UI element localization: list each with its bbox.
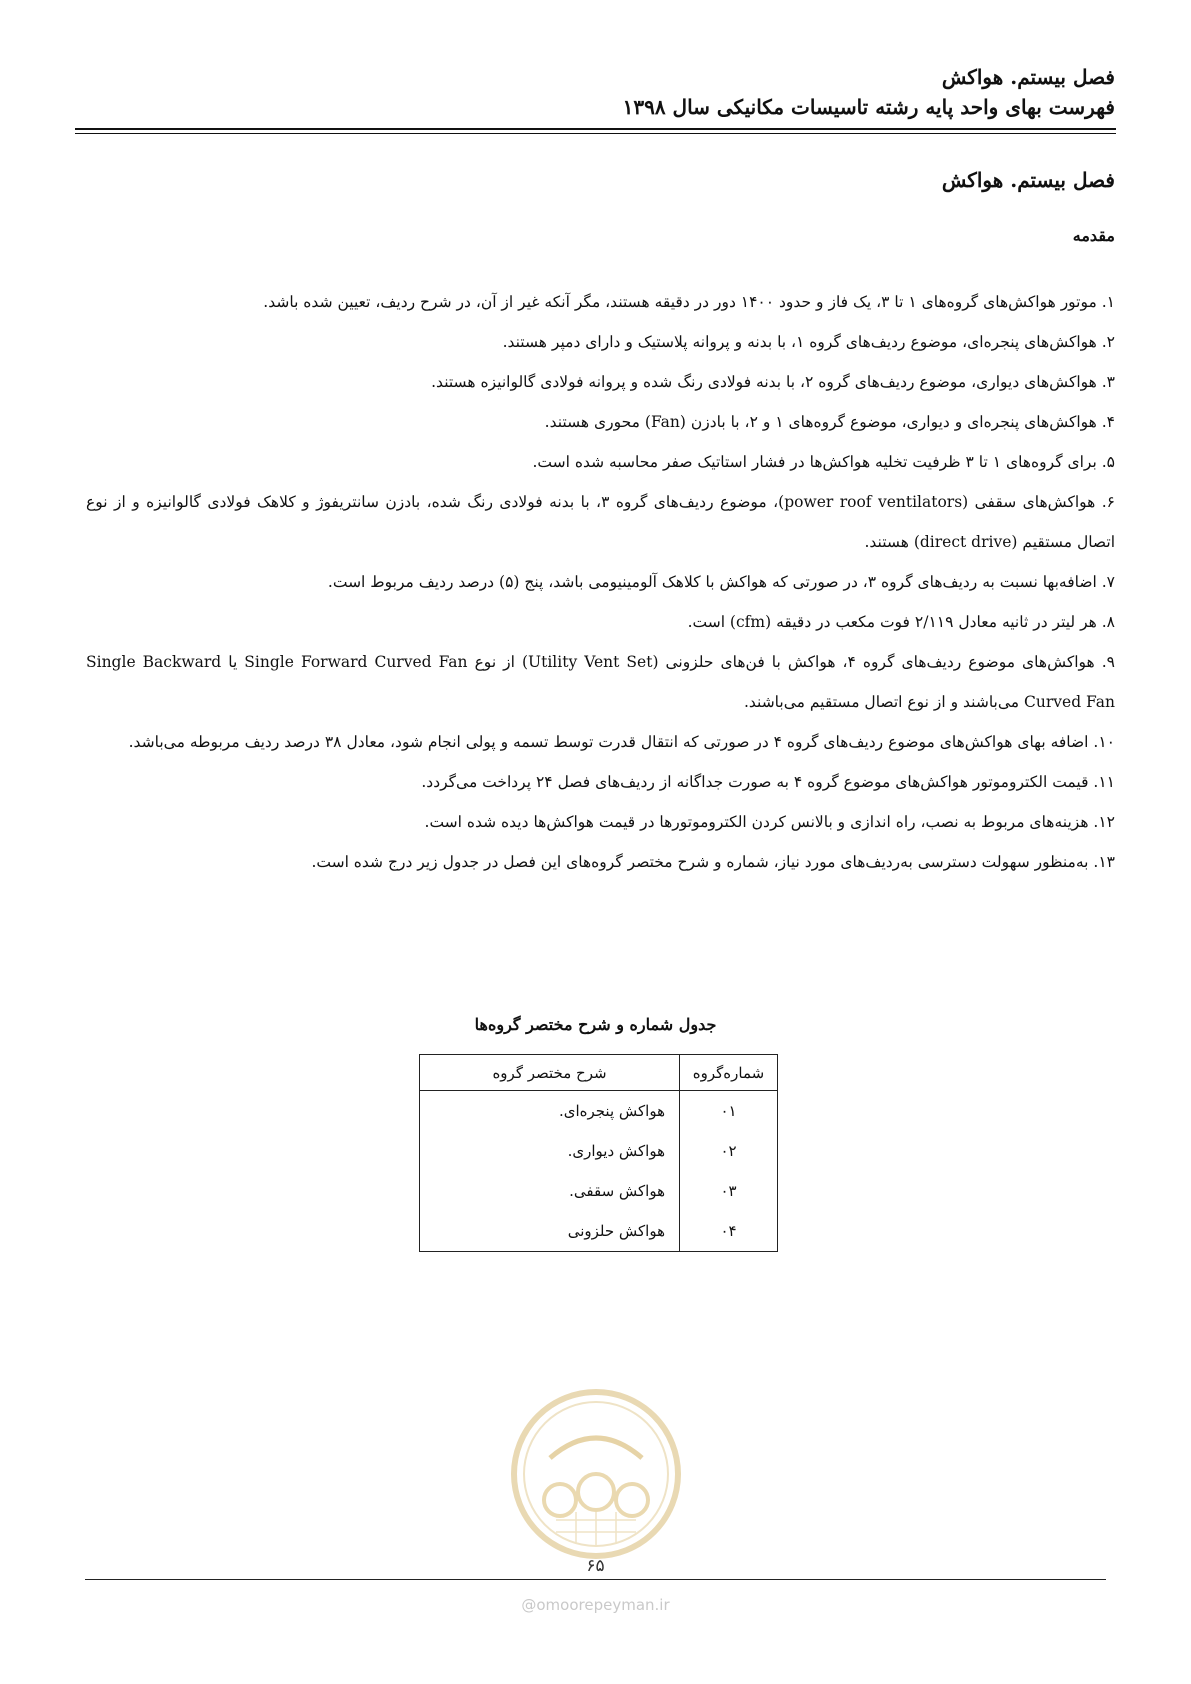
table-title: جدول شماره و شرح مختصر گروه‌ها: [474, 1015, 717, 1034]
intro-heading: مقدمه: [1072, 226, 1115, 245]
numbered-list: [86, 282, 1115, 882]
page-number: ۶۵: [586, 1556, 605, 1576]
list-item: ۱۳. به‌منظور سهولت دسترسی به‌ردیف‌های مورد نیاز، شماره و شرح مختصر گروه‌های این فصل در جدول زیر درج شده است.: [311, 853, 1115, 871]
header-book-title: فهرست بهای واحد پایه رشته تاسیسات مکانیکی سال ۱۳۹۸: [622, 95, 1115, 119]
groups-table: [419, 1054, 778, 1252]
watermark-site: @omoorepeyman.ir: [521, 1596, 670, 1614]
list-item: ۳. هواکش‌های دیواری، موضوع ردیف‌های گروه ۲، با بدنه فولادی رنگ شده و پروانه فولادی گالوانیزه هستند.: [431, 373, 1115, 391]
list-item: ۵. برای گروه‌های ۱ تا ۳ ظرفیت تخلیه هواکش‌ها در فشار استاتیک صفر محاسبه شده است.: [532, 453, 1115, 471]
chapter-title: فصل بیستم. هواکش: [941, 168, 1115, 192]
page-header: [623, 62, 1115, 122]
header-group-number: شماره‌گروه: [680, 1055, 778, 1091]
group-number: ۰۳: [680, 1171, 778, 1211]
header-rule-thin: [75, 133, 1116, 134]
group-number: ۰۴: [680, 1211, 778, 1252]
list-item: ۱۲. هزینه‌های مربوط به نصب، راه اندازی و بالانس کردن الکتروموتورها در قیمت هواکش‌ها دیده شده است.: [424, 813, 1115, 831]
group-number: ۰۱: [680, 1091, 778, 1132]
list-item: ۱۰. اضافه بهای هواکش‌های موضوع ردیف‌های گروه ۴ در صورتی که انتقال قدرت توسط تسمه و پولی انجام شود، معادل ۳۸ درصد ردیف مربوطه می‌باشد.: [128, 733, 1115, 751]
list-item: ۹. هواکش‌های موضوع ردیف‌های گروه ۴، هواکش با فن‌های حلزونی (Utility Vent Set) از نوع Single Forward Curved Fan یا Single Backward Curved Fan می‌باشند و از نوع اتصال مستقیم می‌باشند.: [86, 653, 1115, 711]
group-description: هواکش دیواری.: [420, 1131, 680, 1171]
list-item: ۲. هواکش‌های پنجره‌ای، موضوع ردیف‌های گروه ۱، با بدنه و پروانه پلاستیک و دارای دمپر هستند.: [502, 333, 1115, 351]
table-row: [420, 1091, 778, 1132]
list-item: ۱. موتور هواکش‌های گروه‌های ۱ تا ۳، یک فاز و حدود ۱۴۰۰ دور در دقیقه هستند، مگر آنکه غیر از آن، در شرح ردیف، تعیین شده باشد.: [263, 293, 1115, 311]
list-item: ۶. هواکش‌های سقفی (power roof ventilators)، موضوع ردیف‌های گروه ۳، با بدنه فولادی رنگ شده، بادزن سانتریفوژ و کلاهک فولادی گالوانیزه و از نوع اتصال مستقیم (direct drive) هستند.: [86, 493, 1115, 551]
group-description: هواکش پنجره‌ای.: [420, 1091, 680, 1132]
header-chapter: فصل بیستم. هواکش: [941, 65, 1115, 89]
table-row: [420, 1171, 778, 1211]
watermark-logo-icon: [510, 1388, 682, 1560]
header-group-description: شرح مختصر گروه: [420, 1055, 680, 1091]
table-row: [420, 1131, 778, 1171]
header-rule-thick: [75, 128, 1116, 130]
group-description: هواکش حلزونی: [420, 1211, 680, 1252]
list-item: ۸. هر لیتر در ثانیه معادل ۲/۱۱۹ فوت مکعب در دقیقه (cfm) است.: [687, 613, 1115, 631]
footer-rule: [85, 1579, 1106, 1580]
group-number: ۰۲: [680, 1131, 778, 1171]
table-row: [420, 1211, 778, 1252]
list-item: ۴. هواکش‌های پنجره‌ای و دیواری، موضوع گروه‌های ۱ و ۲، با بادزن (Fan) محوری هستند.: [544, 413, 1115, 431]
list-item: ۷. اضافه‌بها نسبت به ردیف‌های گروه ۳، در صورتی که هواکش با کلاهک آلومینیومی باشد، پنج (۵) درصد ردیف مربوط است.: [327, 573, 1115, 591]
table-header-row: [420, 1055, 778, 1091]
list-item: ۱۱. قیمت الکتروموتور هواکش‌های موضوع گروه ۴ به صورت جداگانه از ردیف‌های فصل ۲۴ پرداخت می‌گردد.: [421, 773, 1115, 791]
group-description: هواکش سقفی.: [420, 1171, 680, 1211]
